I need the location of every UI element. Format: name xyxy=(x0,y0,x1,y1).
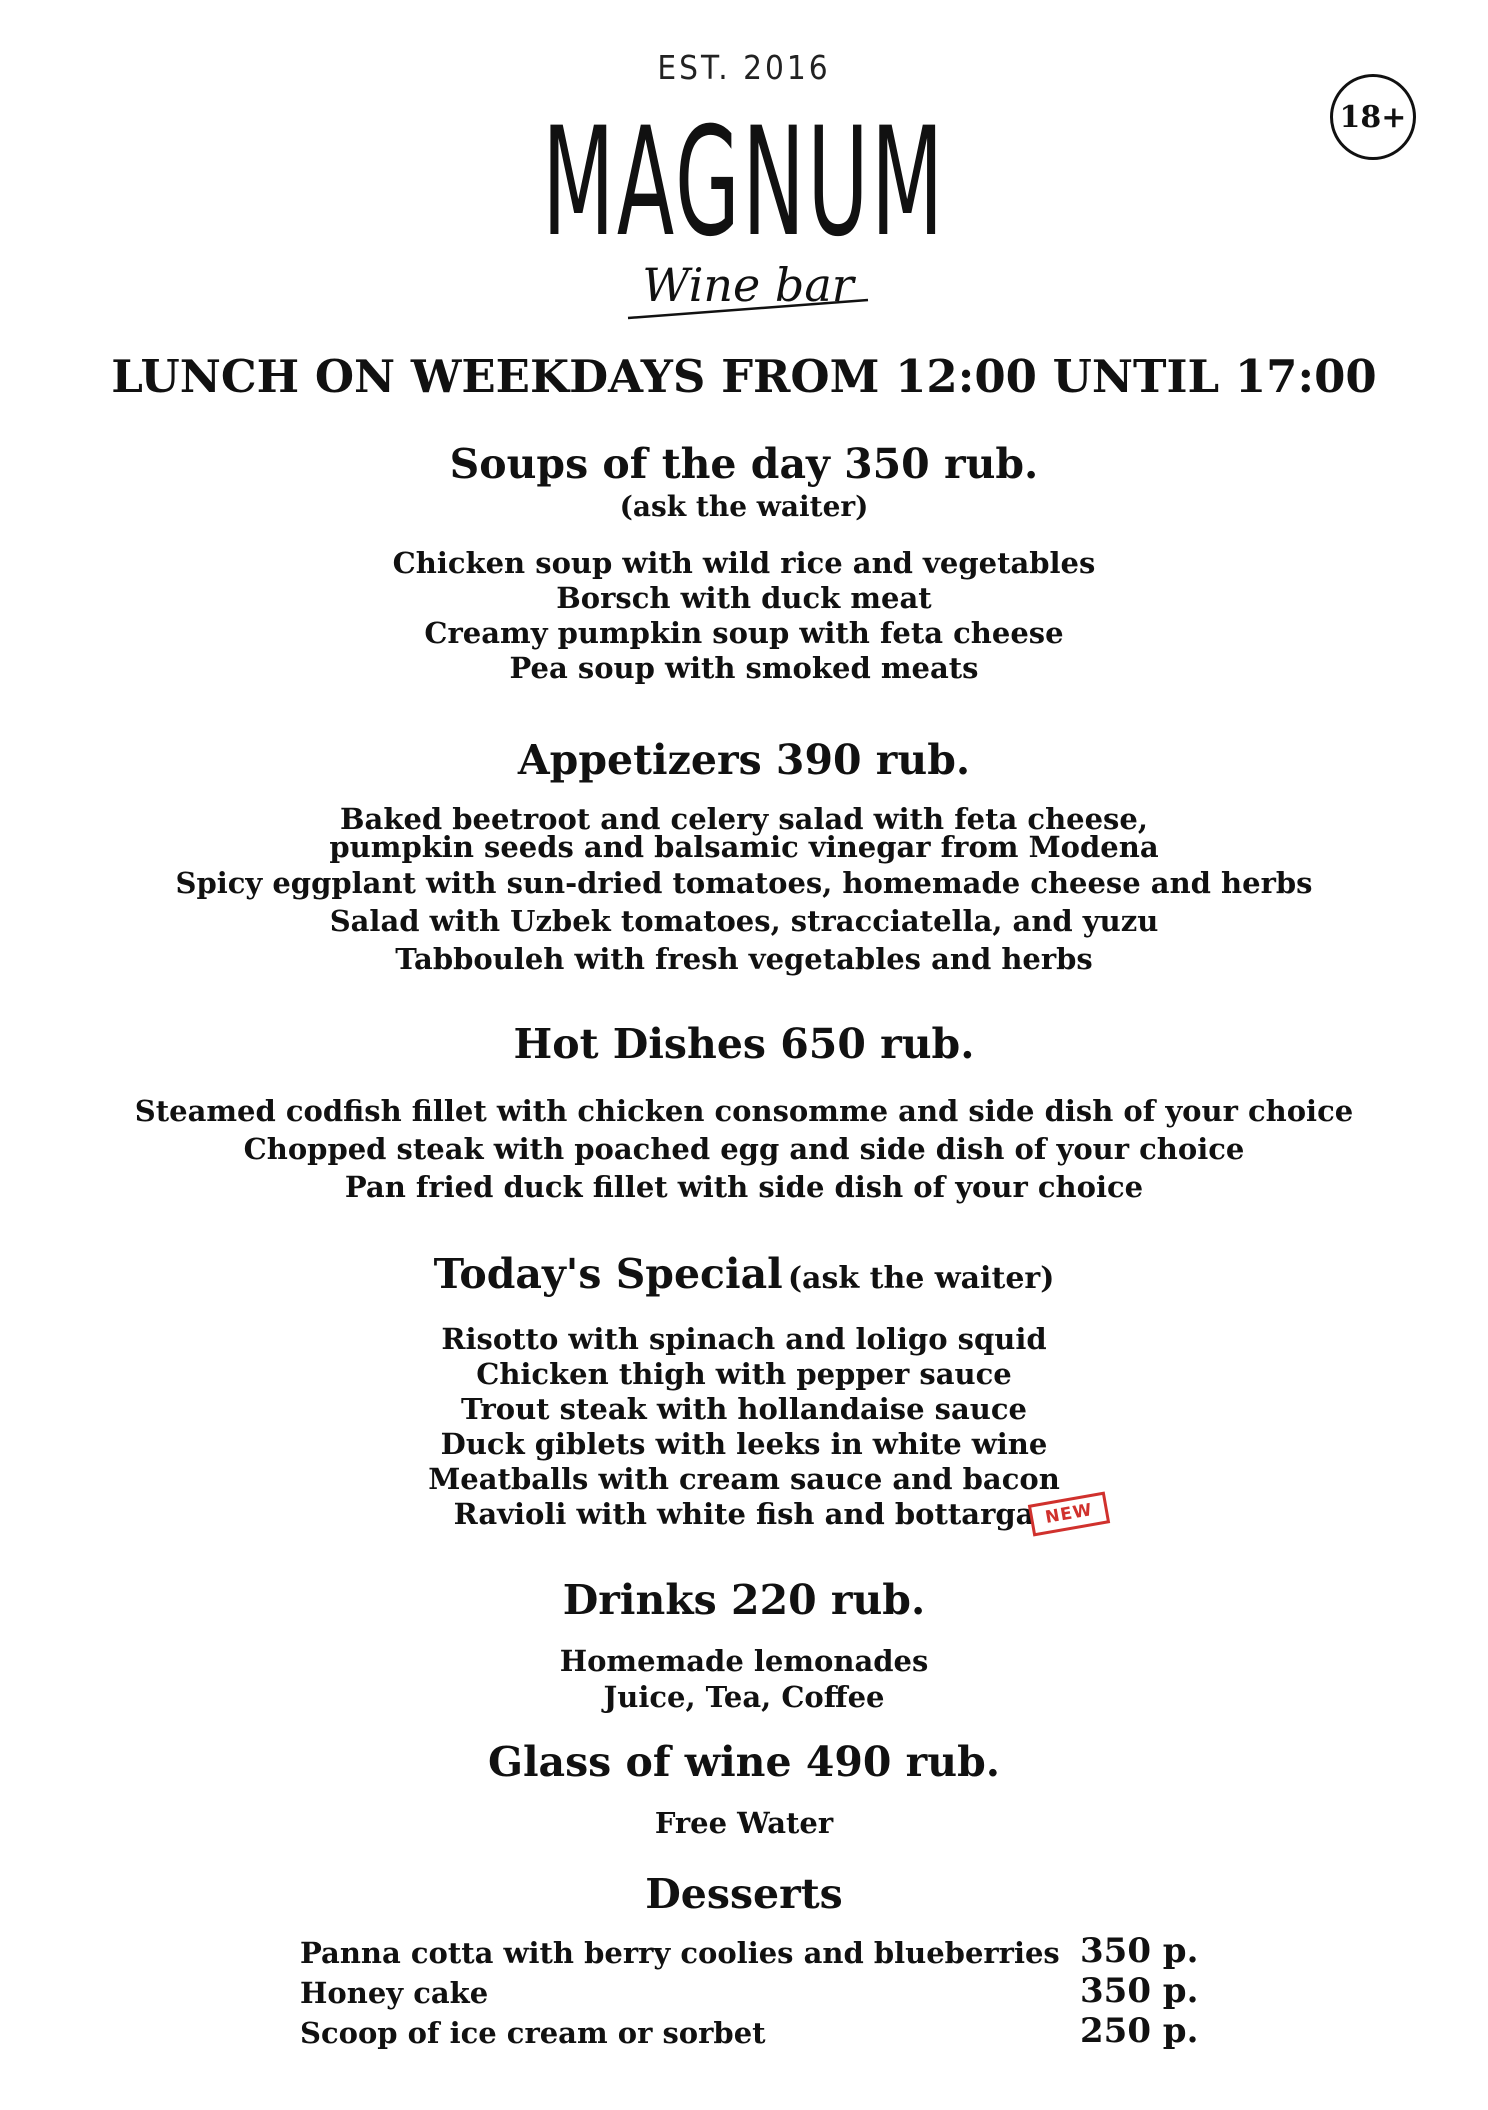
dessert-item-name: Honey cake xyxy=(300,1976,489,2010)
special-title: Today's Special xyxy=(433,1250,783,1298)
appetizer-item: Baked beetroot and celery salad with feta cheese, xyxy=(340,802,1148,836)
wine-bar-script-text: Wine bar xyxy=(642,258,854,312)
drinks-title: Drinks 220 rub. xyxy=(562,1576,926,1624)
appetizer-item: Salad with Uzbek tomatoes, stracciatella, and yuzu xyxy=(329,904,1159,938)
desserts-title: Desserts xyxy=(645,1870,843,1918)
dessert-item-name: Panna cotta with berry coolies and blueberries xyxy=(300,1936,1060,1970)
hot-dishes-title: Hot Dishes 650 rub. xyxy=(513,1020,975,1068)
hot-dish-item: Pan fried duck fillet with side dish of your choice xyxy=(344,1170,1144,1204)
special-item: Chicken thigh with pepper sauce xyxy=(476,1357,1012,1391)
special-note: (ask the waiter) xyxy=(787,1261,1055,1296)
soups-note: (ask the waiter) xyxy=(619,490,869,523)
special-heading xyxy=(0,1250,1488,1298)
special-item: Risotto with spinach and loligo squid xyxy=(441,1322,1047,1356)
appetizers-title: Appetizers 390 rub. xyxy=(517,736,971,784)
wine-bar-script-logo xyxy=(618,258,878,328)
special-item: Duck giblets with leeks in white wine xyxy=(440,1427,1048,1461)
drink-item: Juice, Tea, Coffee xyxy=(603,1680,885,1714)
soup-item: Creamy pumpkin soup with feta cheese xyxy=(424,616,1064,650)
wine-title: Glass of wine 490 rub. xyxy=(487,1738,1001,1786)
dessert-item-price: 250 p. xyxy=(1080,2011,1199,2051)
appetizer-item: pumpkin seeds and balsamic vinegar from Modena xyxy=(329,830,1159,864)
drink-item: Homemade lemonades xyxy=(559,1644,929,1678)
wine-note: Free Water xyxy=(654,1806,834,1840)
age-restriction-badge: 18+ xyxy=(1330,74,1416,160)
special-item: Ravioli with white fish and bottarga xyxy=(453,1497,1035,1531)
established-label: EST. 2016 xyxy=(657,48,831,87)
soup-item: Chicken soup with wild rice and vegetables xyxy=(392,546,1096,580)
soup-item: Borsch with duck meat xyxy=(556,581,932,615)
lunch-hours-headline: LUNCH ON WEEKDAYS FROM 12:00 UNTIL 17:00 xyxy=(111,350,1377,403)
dessert-item-price: 350 p. xyxy=(1080,1971,1199,2011)
dessert-item-price: 350 p. xyxy=(1080,1931,1199,1971)
soup-item: Pea soup with smoked meats xyxy=(509,651,979,685)
special-item: Trout steak with hollandaise sauce xyxy=(461,1392,1027,1426)
brand-logo-title: MAGNUM xyxy=(542,96,946,270)
hot-dish-item: Steamed codfish fillet with chicken consomme and side dish of your choice xyxy=(134,1094,1354,1128)
new-stamp-badge: NEW xyxy=(1028,1491,1110,1536)
appetizer-item: Tabbouleh with fresh vegetables and herbs xyxy=(395,942,1093,976)
hot-dish-item: Chopped steak with poached egg and side dish of your choice xyxy=(243,1132,1245,1166)
special-item: Meatballs with cream sauce and bacon xyxy=(428,1462,1060,1496)
appetizer-item: Spicy eggplant with sun-dried tomatoes, homemade cheese and herbs xyxy=(175,866,1313,900)
soups-title: Soups of the day 350 rub. xyxy=(449,440,1039,488)
dessert-item-name: Scoop of ice cream or sorbet xyxy=(300,2016,766,2050)
